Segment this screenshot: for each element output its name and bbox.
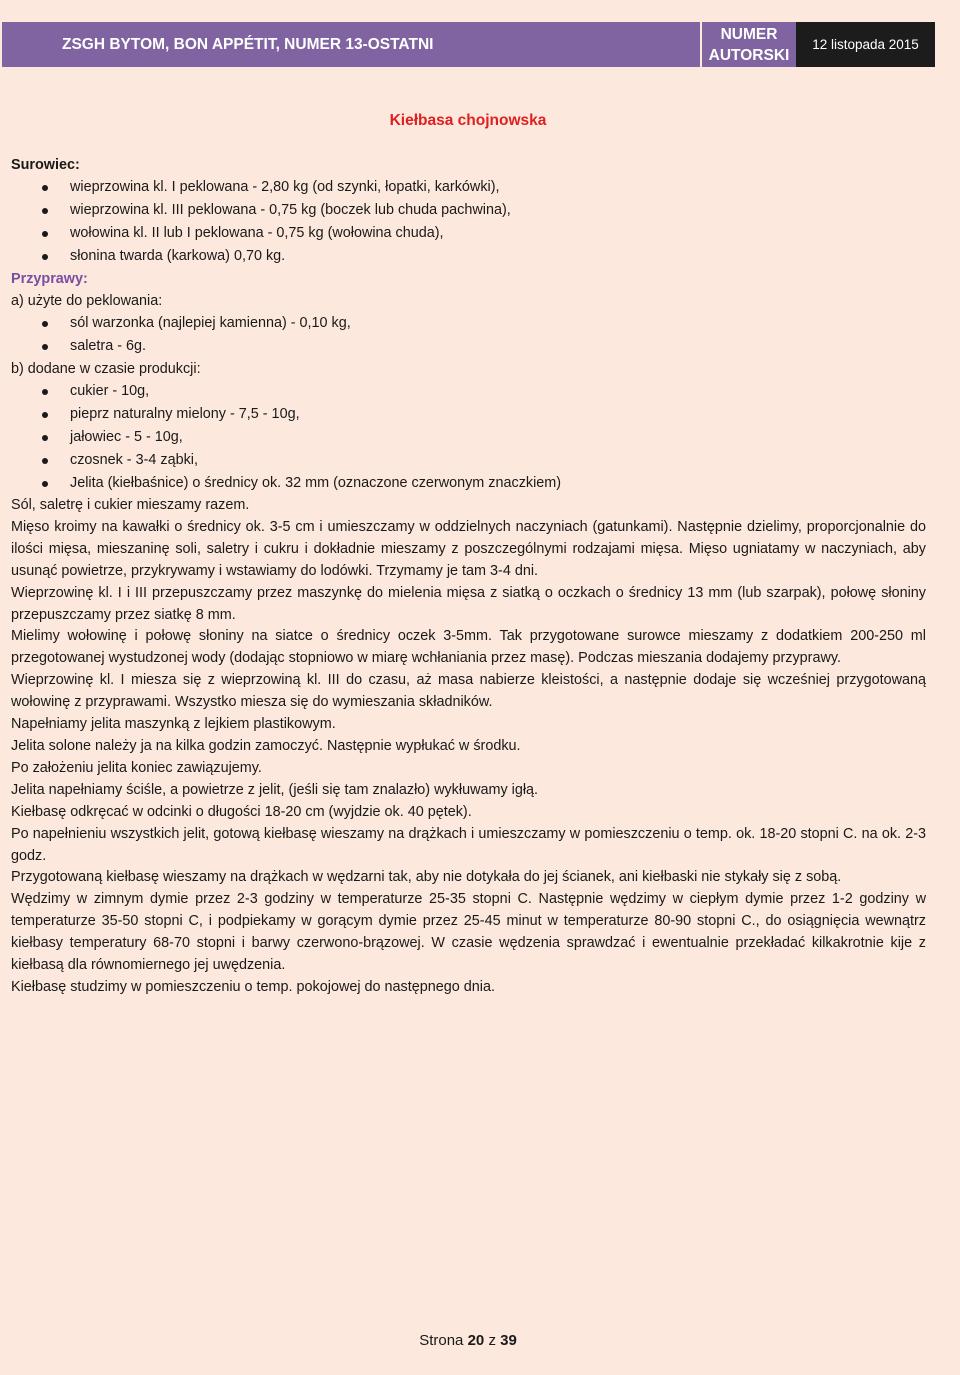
list-item: słonina twarda (karkowa) 0,70 kg.	[11, 245, 926, 268]
paragraph: Po założeniu jelita koniec zawiązujemy.	[11, 759, 262, 776]
spices-label: Przyprawy:	[11, 271, 88, 287]
header-issue-line2: AUTORSKI	[708, 46, 790, 64]
list-item: Jelita (kiełbaśnice) o średnicy ok. 32 mm (oznaczone czerwonym znaczkiem)	[11, 472, 926, 495]
list-item: pieprz naturalny mielony - 7,5 - 10g,	[11, 403, 926, 426]
list-item: wołowina kl. II lub I peklowana - 0,75 kg (wołowina chuda),	[11, 222, 926, 245]
recipe-body	[11, 154, 926, 999]
footer-page-number: 20	[467, 1332, 485, 1349]
recipe-title: Kiełbasa chojnowska	[389, 112, 547, 129]
paragraph: Wędzimy w zimnym dymie przez 2-3 godziny w temperaturze 25-35 stopni C. Następnie wędzimy w ciepłym dymie przez 1-2 godziny w temperaturze 35-50 stopni C, i podpiekamy w gorącym dymie przez 25-45 minut w temperaturze 80-90 stopni C., do osiągnięcia wewnątrz kiełbasy temperatury 68-70 stopni i barwy czerwono-brązowej. W czasie wędzenia sprawdzać i ewentualnie przekładać kilkakrotnie kije z kiełbasą dla równomiernego jej uwędzenia.	[11, 891, 926, 974]
footer-prefix: Strona	[419, 1332, 464, 1349]
list-item: jałowiec - 5 - 10g,	[11, 426, 926, 449]
paragraph: Sól, saletrę i cukier mieszamy razem.	[11, 497, 250, 513]
paragraph: Kiełbasę studzimy w pomieszczeniu o temp. pokojowej do następnego dnia.	[11, 978, 495, 995]
header-issue-line1: NUMER	[720, 25, 778, 43]
curing-list	[11, 312, 926, 358]
list-item: wieprzowina kl. I peklowana - 2,80 kg (od szynki, łopatki, karkówki),	[11, 176, 926, 199]
footer-page-total: 39	[500, 1332, 517, 1349]
list-item: cukier - 10g,	[11, 380, 926, 403]
list-item: sól warzonka (najlepiej kamienna) - 0,10 kg,	[11, 312, 926, 335]
paragraph: Jelita solone należy ja na kilka godzin zamoczyć. Następnie wypłukać w środku.	[11, 737, 521, 754]
page-footer	[0, 1332, 936, 1349]
paragraph: Po napełnieniu wszystkich jelit, gotową kiełbasę wieszamy na drążkach i umieszczamy w pomieszczeniu o temp. ok. 18-20 stopni C. na ok. 2-3 godz.	[11, 825, 926, 864]
list-item: wieprzowina kl. III peklowana - 0,75 kg (boczek lub chuda pachwina),	[11, 199, 926, 222]
paragraph: Mielimy wołowinę i połowę słoniny na siatce o średnicy oczek 3-5mm. Tak przygotowane surowce mieszamy z dodatkiem 200-250 ml przegotowanej wystudzonej wody (dodając stopniowo w miarę wchłaniania przez masę). Podczas mieszania dodajemy przyprawy.	[11, 628, 926, 667]
header-publication: ZSGH BYTOM, BON APPÉTIT, NUMER 13-OSTATNI	[2, 22, 700, 67]
production-list	[11, 380, 926, 495]
header-date: 12 listopada 2015	[796, 22, 935, 67]
header-issue-type	[702, 22, 796, 67]
production-label: b) dodane w czasie produkcji:	[11, 361, 201, 377]
raw-materials-list	[11, 176, 926, 268]
footer-separator: z	[488, 1332, 496, 1349]
list-item: czosnek - 3-4 ząbki,	[11, 449, 926, 472]
paragraph: Mięso kroimy na kawałki o średnicy ok. 3-5 cm i umieszczamy w oddzielnych naczyniach (gatunkami). Następnie dzielimy, proporcjonalnie do ilości mięsa, mieszaninę soli, saletry i cukru i dokładnie mieszamy z poszczególnymi rodzajami mięsa. Mięso ugniatamy w naczyniach, aby usunąć powietrze, przykrywamy i wstawiamy do lodówki. Trzymamy je tam 3-4 dni.	[11, 518, 926, 579]
paragraph: Jelita napełniamy ściśle, a powietrze z jelit, (jeśli się tam znalazło) wykłuwamy igłą.	[11, 781, 539, 798]
paragraph: Napełniamy jelita maszynką z lejkiem plastikowym.	[11, 716, 336, 733]
paragraph: Wieprzowinę kl. I miesza się z wieprzowiną kl. III do czasu, aż masa nabierze kleistości, a następnie dodaje się wcześniej przygotowaną wołowinę z przyprawami. Wszystko miesza się do wymieszania składników.	[11, 672, 926, 711]
paragraph: Kiełbasę odkręcać w odcinki o długości 18-20 cm (wyjdzie ok. 40 pętek).	[11, 803, 472, 820]
paragraph: Wieprzowinę kl. I i III przepuszczamy przez maszynkę do mielenia mięsa z siatką o oczkach o średnicy 13 mm (lub szarpak), połowę słoniny przepuszczamy przez siatkę 8 mm.	[11, 584, 926, 623]
paragraph: Przygotowaną kiełbasę wieszamy na drążkach w wędzarni tak, aby nie dotykała do jej ścianek, ani kiełbaski nie stykały się z sobą.	[11, 869, 842, 886]
page-header	[2, 22, 935, 67]
list-item: saletra - 6g.	[11, 335, 926, 358]
raw-materials-label: Surowiec:	[11, 157, 80, 173]
curing-label: a) użyte do peklowania:	[11, 293, 163, 309]
